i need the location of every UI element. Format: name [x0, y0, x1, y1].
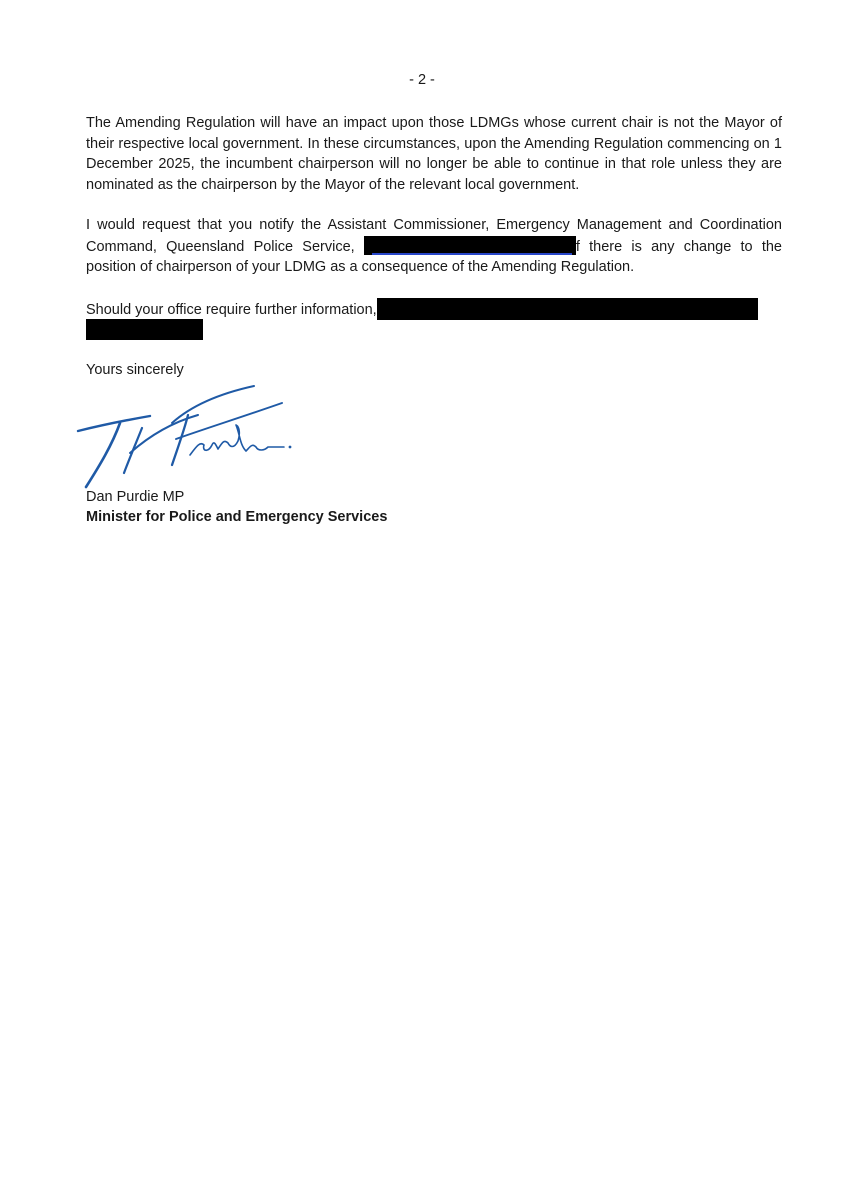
paragraph-request-text-end: f there is any change to the position of chairperson of your LDMG as a consequence of the Amending Regulation.: [86, 238, 782, 275]
paragraph-contact-text: Should your office require further information,: [86, 301, 377, 318]
redacted-email-link: [364, 236, 576, 255]
page-number: - 2 -: [409, 72, 435, 88]
paragraph-contact: [86, 298, 782, 341]
redacted-contact-details-continued: [86, 319, 203, 340]
paragraph-request-text-start: I would request that you notify the Assistant Commissioner, Emergency Management and Coordination Command, Queensland Police Service,: [86, 217, 782, 255]
paragraph-request: [86, 215, 782, 278]
paragraph-impact: The Amending Regulation will have an impact upon those LDMGs whose current chair is not the Mayor of their respective local government. In these circumstances, upon the Amending Regulation commencing on 1 December 2025, the incumbent chairperson will no longer be able to continue in that role unless they are nominated as the chairperson by the Mayor of the relevant local government.: [86, 115, 782, 193]
signer-name: Dan Purdie MP: [86, 488, 185, 505]
signer-title: Minister for Police and Emergency Services: [86, 509, 388, 525]
redacted-contact-details: [377, 298, 758, 320]
closing-salutation: Yours sincerely: [86, 362, 184, 378]
letter-body: [86, 113, 782, 528]
handwritten-signature: [72, 383, 312, 493]
